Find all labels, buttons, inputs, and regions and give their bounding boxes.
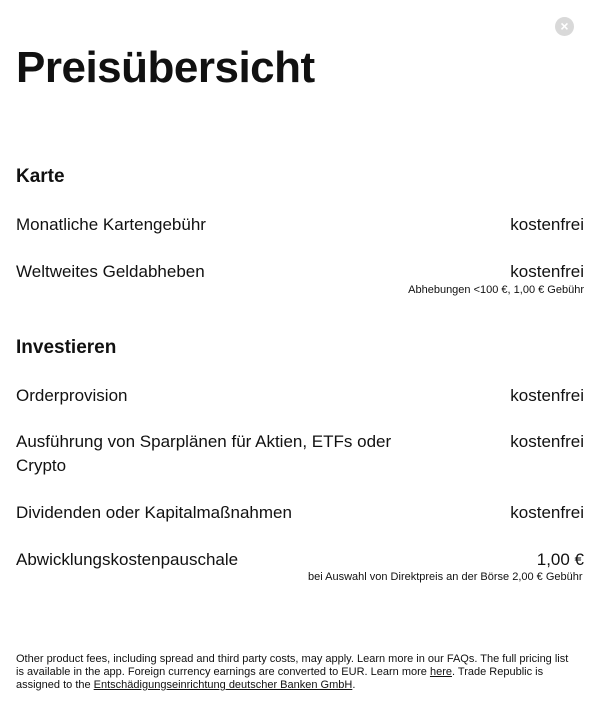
fee-row-monthly-card <box>16 213 584 237</box>
footer-text: . Trade Republic is assigned to the <box>16 666 544 691</box>
fee-row-atm-withdrawal <box>16 260 584 300</box>
section-karte <box>16 165 584 189</box>
fee-label: Orderprovision <box>16 386 128 405</box>
fee-label: Abwicklungskostenpauschale <box>16 550 239 569</box>
fee-value: kostenfrei <box>510 215 584 234</box>
fee-label: Ausführung von Sparplänen für Aktien, ETFs oder Crypto <box>16 432 392 475</box>
fee-value: kostenfrei <box>510 432 584 451</box>
fee-value: kostenfrei <box>510 386 584 405</box>
fee-note: bei Auswahl von Direktpreis an der Börse 2,00 € Gebühr <box>308 571 583 583</box>
section-title-karte: Karte <box>16 166 65 187</box>
fee-label: Weltweites Geldabheben <box>16 262 205 281</box>
fee-value: kostenfrei <box>510 262 584 281</box>
close-icon: × <box>560 18 569 34</box>
fee-value: 1,00 € <box>536 550 584 569</box>
fee-label: Dividenden oder Kapitalmaßnahmen <box>16 503 292 522</box>
deposit-guarantee-link[interactable]: Entschädigungseinrichtung deutscher Banken GmbH <box>93 679 353 691</box>
fee-row-order-commission <box>16 384 584 408</box>
fee-row-dividends <box>16 501 584 525</box>
here-link[interactable]: here <box>429 666 452 678</box>
fee-value: kostenfrei <box>510 503 584 522</box>
section-investieren <box>16 336 584 360</box>
close-button[interactable] <box>555 17 574 36</box>
fee-row-settlement-fee <box>16 548 584 600</box>
footer-text: Other product fees, including spread and third party costs, may apply. Learn more in our FAQs. The full pricing list is available in the app. Foreign currency earnings are converted to EUR. Learn more <box>16 653 569 678</box>
footer-disclaimer <box>16 653 576 692</box>
fee-note: Abhebungen <100 €, 1,00 € Gebühr <box>408 284 584 296</box>
page-title: Preisübersicht <box>16 43 315 92</box>
section-title-investieren: Investieren <box>16 337 117 358</box>
fee-row-savings-plans <box>16 430 584 478</box>
footer-text: . <box>352 679 356 691</box>
fee-label: Monatliche Kartengebühr <box>16 215 206 234</box>
